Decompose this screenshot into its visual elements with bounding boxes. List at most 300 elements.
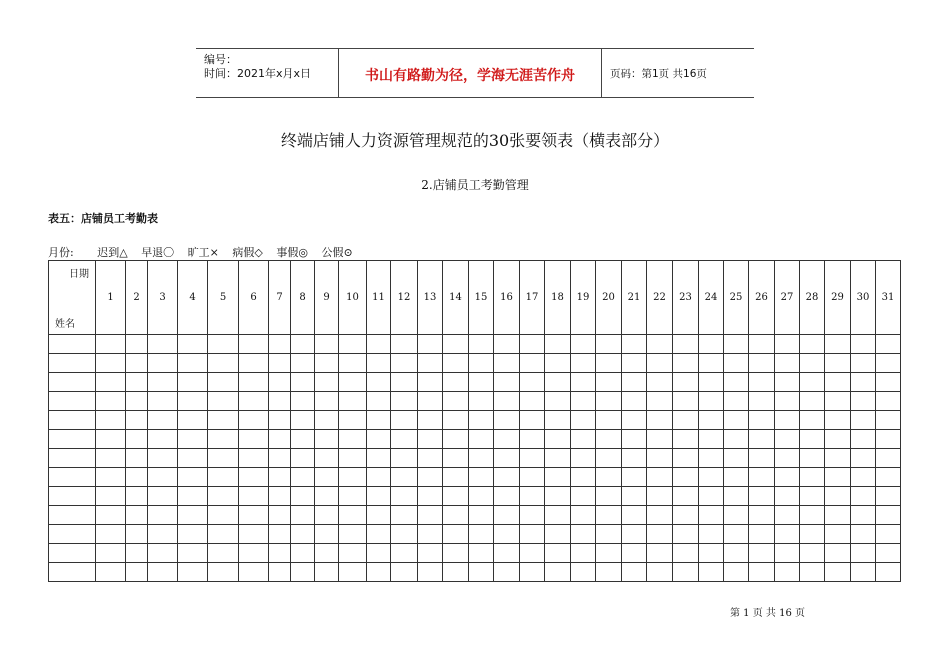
attendance-cell-day-12[interactable] <box>391 544 418 563</box>
attendance-cell-day-19[interactable] <box>571 411 596 430</box>
attendance-cell-day-20[interactable] <box>596 335 622 354</box>
attendance-cell-day-9[interactable] <box>315 430 339 449</box>
attendance-cell-day-26[interactable] <box>749 411 775 430</box>
attendance-cell-day-23[interactable] <box>673 430 699 449</box>
attendance-cell-day-1[interactable] <box>96 392 126 411</box>
attendance-cell-day-26[interactable] <box>749 525 775 544</box>
employee-name-cell[interactable] <box>49 468 96 487</box>
attendance-cell-day-6[interactable] <box>239 525 269 544</box>
attendance-cell-day-20[interactable] <box>596 468 622 487</box>
attendance-cell-day-21[interactable] <box>622 373 647 392</box>
attendance-cell-day-16[interactable] <box>494 449 520 468</box>
attendance-cell-day-2[interactable] <box>126 430 148 449</box>
attendance-cell-day-12[interactable] <box>391 430 418 449</box>
attendance-cell-day-4[interactable] <box>178 468 208 487</box>
attendance-cell-day-1[interactable] <box>96 544 126 563</box>
attendance-cell-day-11[interactable] <box>367 544 391 563</box>
attendance-cell-day-14[interactable] <box>443 563 469 582</box>
attendance-cell-day-1[interactable] <box>96 373 126 392</box>
attendance-cell-day-5[interactable] <box>208 392 239 411</box>
attendance-cell-day-31[interactable] <box>876 392 901 411</box>
attendance-cell-day-18[interactable] <box>545 506 571 525</box>
attendance-cell-day-21[interactable] <box>622 411 647 430</box>
attendance-cell-day-13[interactable] <box>418 354 443 373</box>
attendance-cell-day-4[interactable] <box>178 335 208 354</box>
attendance-cell-day-8[interactable] <box>291 468 315 487</box>
attendance-cell-day-18[interactable] <box>545 563 571 582</box>
attendance-cell-day-6[interactable] <box>239 487 269 506</box>
attendance-cell-day-4[interactable] <box>178 525 208 544</box>
attendance-cell-day-4[interactable] <box>178 373 208 392</box>
attendance-cell-day-1[interactable] <box>96 449 126 468</box>
employee-name-cell[interactable] <box>49 506 96 525</box>
attendance-cell-day-24[interactable] <box>699 487 724 506</box>
attendance-cell-day-12[interactable] <box>391 373 418 392</box>
attendance-cell-day-24[interactable] <box>699 392 724 411</box>
attendance-cell-day-18[interactable] <box>545 487 571 506</box>
attendance-cell-day-18[interactable] <box>545 430 571 449</box>
attendance-cell-day-3[interactable] <box>148 468 178 487</box>
attendance-cell-day-3[interactable] <box>148 430 178 449</box>
attendance-cell-day-1[interactable] <box>96 563 126 582</box>
attendance-cell-day-9[interactable] <box>315 563 339 582</box>
attendance-cell-day-15[interactable] <box>469 544 494 563</box>
attendance-cell-day-15[interactable] <box>469 563 494 582</box>
attendance-cell-day-26[interactable] <box>749 487 775 506</box>
attendance-cell-day-1[interactable] <box>96 430 126 449</box>
attendance-cell-day-11[interactable] <box>367 430 391 449</box>
attendance-cell-day-3[interactable] <box>148 392 178 411</box>
attendance-cell-day-27[interactable] <box>775 563 800 582</box>
attendance-cell-day-22[interactable] <box>647 411 673 430</box>
attendance-cell-day-20[interactable] <box>596 373 622 392</box>
attendance-cell-day-10[interactable] <box>339 373 367 392</box>
attendance-cell-day-8[interactable] <box>291 506 315 525</box>
attendance-cell-day-8[interactable] <box>291 354 315 373</box>
attendance-cell-day-13[interactable] <box>418 373 443 392</box>
attendance-cell-day-6[interactable] <box>239 335 269 354</box>
employee-name-cell[interactable] <box>49 544 96 563</box>
attendance-cell-day-4[interactable] <box>178 354 208 373</box>
attendance-cell-day-26[interactable] <box>749 468 775 487</box>
attendance-cell-day-12[interactable] <box>391 411 418 430</box>
attendance-cell-day-17[interactable] <box>520 468 545 487</box>
attendance-cell-day-7[interactable] <box>269 411 291 430</box>
attendance-cell-day-13[interactable] <box>418 411 443 430</box>
attendance-cell-day-4[interactable] <box>178 506 208 525</box>
attendance-cell-day-19[interactable] <box>571 354 596 373</box>
attendance-cell-day-25[interactable] <box>724 487 749 506</box>
attendance-cell-day-14[interactable] <box>443 392 469 411</box>
attendance-cell-day-22[interactable] <box>647 506 673 525</box>
attendance-cell-day-30[interactable] <box>851 506 876 525</box>
attendance-cell-day-19[interactable] <box>571 392 596 411</box>
attendance-cell-day-6[interactable] <box>239 563 269 582</box>
attendance-cell-day-26[interactable] <box>749 544 775 563</box>
attendance-cell-day-2[interactable] <box>126 449 148 468</box>
attendance-cell-day-13[interactable] <box>418 392 443 411</box>
attendance-cell-day-20[interactable] <box>596 411 622 430</box>
attendance-cell-day-13[interactable] <box>418 487 443 506</box>
attendance-cell-day-3[interactable] <box>148 506 178 525</box>
attendance-cell-day-15[interactable] <box>469 335 494 354</box>
attendance-cell-day-13[interactable] <box>418 335 443 354</box>
attendance-cell-day-19[interactable] <box>571 430 596 449</box>
attendance-cell-day-9[interactable] <box>315 354 339 373</box>
employee-name-cell[interactable] <box>49 335 96 354</box>
attendance-cell-day-12[interactable] <box>391 563 418 582</box>
attendance-cell-day-18[interactable] <box>545 411 571 430</box>
attendance-cell-day-3[interactable] <box>148 449 178 468</box>
attendance-cell-day-23[interactable] <box>673 468 699 487</box>
attendance-cell-day-24[interactable] <box>699 468 724 487</box>
attendance-cell-day-22[interactable] <box>647 354 673 373</box>
attendance-cell-day-20[interactable] <box>596 506 622 525</box>
attendance-cell-day-27[interactable] <box>775 487 800 506</box>
attendance-cell-day-30[interactable] <box>851 544 876 563</box>
attendance-cell-day-30[interactable] <box>851 373 876 392</box>
attendance-cell-day-24[interactable] <box>699 335 724 354</box>
attendance-cell-day-16[interactable] <box>494 335 520 354</box>
attendance-cell-day-20[interactable] <box>596 392 622 411</box>
attendance-cell-day-7[interactable] <box>269 392 291 411</box>
attendance-cell-day-1[interactable] <box>96 411 126 430</box>
attendance-cell-day-8[interactable] <box>291 411 315 430</box>
attendance-cell-day-2[interactable] <box>126 487 148 506</box>
attendance-cell-day-10[interactable] <box>339 392 367 411</box>
attendance-cell-day-17[interactable] <box>520 525 545 544</box>
attendance-cell-day-2[interactable] <box>126 563 148 582</box>
attendance-cell-day-23[interactable] <box>673 392 699 411</box>
attendance-cell-day-16[interactable] <box>494 430 520 449</box>
attendance-cell-day-1[interactable] <box>96 468 126 487</box>
attendance-cell-day-28[interactable] <box>800 335 825 354</box>
attendance-cell-day-7[interactable] <box>269 544 291 563</box>
attendance-cell-day-19[interactable] <box>571 335 596 354</box>
attendance-cell-day-7[interactable] <box>269 487 291 506</box>
attendance-cell-day-26[interactable] <box>749 354 775 373</box>
attendance-cell-day-23[interactable] <box>673 411 699 430</box>
attendance-cell-day-14[interactable] <box>443 430 469 449</box>
attendance-cell-day-7[interactable] <box>269 430 291 449</box>
attendance-cell-day-10[interactable] <box>339 468 367 487</box>
attendance-cell-day-30[interactable] <box>851 392 876 411</box>
attendance-cell-day-13[interactable] <box>418 468 443 487</box>
attendance-cell-day-25[interactable] <box>724 373 749 392</box>
attendance-cell-day-12[interactable] <box>391 506 418 525</box>
attendance-cell-day-31[interactable] <box>876 354 901 373</box>
employee-name-cell[interactable] <box>49 430 96 449</box>
attendance-cell-day-26[interactable] <box>749 373 775 392</box>
attendance-cell-day-17[interactable] <box>520 506 545 525</box>
attendance-cell-day-2[interactable] <box>126 411 148 430</box>
attendance-cell-day-28[interactable] <box>800 392 825 411</box>
attendance-cell-day-20[interactable] <box>596 487 622 506</box>
attendance-cell-day-17[interactable] <box>520 392 545 411</box>
attendance-cell-day-29[interactable] <box>825 392 851 411</box>
attendance-cell-day-16[interactable] <box>494 525 520 544</box>
attendance-cell-day-14[interactable] <box>443 449 469 468</box>
attendance-cell-day-15[interactable] <box>469 411 494 430</box>
attendance-cell-day-1[interactable] <box>96 335 126 354</box>
attendance-cell-day-22[interactable] <box>647 392 673 411</box>
attendance-cell-day-19[interactable] <box>571 506 596 525</box>
attendance-cell-day-27[interactable] <box>775 525 800 544</box>
attendance-cell-day-5[interactable] <box>208 525 239 544</box>
attendance-cell-day-12[interactable] <box>391 468 418 487</box>
attendance-cell-day-7[interactable] <box>269 373 291 392</box>
attendance-cell-day-4[interactable] <box>178 449 208 468</box>
attendance-cell-day-3[interactable] <box>148 544 178 563</box>
attendance-cell-day-16[interactable] <box>494 468 520 487</box>
attendance-cell-day-1[interactable] <box>96 525 126 544</box>
attendance-cell-day-10[interactable] <box>339 506 367 525</box>
attendance-cell-day-23[interactable] <box>673 373 699 392</box>
attendance-cell-day-9[interactable] <box>315 544 339 563</box>
attendance-cell-day-21[interactable] <box>622 506 647 525</box>
attendance-cell-day-18[interactable] <box>545 335 571 354</box>
attendance-cell-day-27[interactable] <box>775 449 800 468</box>
attendance-cell-day-20[interactable] <box>596 563 622 582</box>
attendance-cell-day-7[interactable] <box>269 563 291 582</box>
attendance-cell-day-26[interactable] <box>749 449 775 468</box>
attendance-cell-day-31[interactable] <box>876 487 901 506</box>
attendance-cell-day-22[interactable] <box>647 373 673 392</box>
attendance-cell-day-4[interactable] <box>178 563 208 582</box>
attendance-cell-day-6[interactable] <box>239 449 269 468</box>
attendance-cell-day-27[interactable] <box>775 335 800 354</box>
attendance-cell-day-16[interactable] <box>494 563 520 582</box>
attendance-cell-day-28[interactable] <box>800 411 825 430</box>
attendance-cell-day-23[interactable] <box>673 506 699 525</box>
attendance-cell-day-9[interactable] <box>315 525 339 544</box>
attendance-cell-day-29[interactable] <box>825 525 851 544</box>
attendance-cell-day-22[interactable] <box>647 563 673 582</box>
attendance-cell-day-9[interactable] <box>315 335 339 354</box>
attendance-cell-day-5[interactable] <box>208 563 239 582</box>
attendance-cell-day-10[interactable] <box>339 430 367 449</box>
attendance-cell-day-29[interactable] <box>825 430 851 449</box>
attendance-cell-day-11[interactable] <box>367 487 391 506</box>
attendance-cell-day-25[interactable] <box>724 563 749 582</box>
employee-name-cell[interactable] <box>49 373 96 392</box>
attendance-cell-day-5[interactable] <box>208 430 239 449</box>
attendance-cell-day-16[interactable] <box>494 392 520 411</box>
attendance-cell-day-10[interactable] <box>339 544 367 563</box>
attendance-cell-day-21[interactable] <box>622 430 647 449</box>
attendance-cell-day-27[interactable] <box>775 468 800 487</box>
attendance-cell-day-18[interactable] <box>545 525 571 544</box>
attendance-cell-day-29[interactable] <box>825 411 851 430</box>
attendance-cell-day-10[interactable] <box>339 563 367 582</box>
attendance-cell-day-14[interactable] <box>443 506 469 525</box>
attendance-cell-day-18[interactable] <box>545 544 571 563</box>
attendance-cell-day-8[interactable] <box>291 544 315 563</box>
attendance-cell-day-28[interactable] <box>800 506 825 525</box>
attendance-cell-day-9[interactable] <box>315 411 339 430</box>
attendance-cell-day-13[interactable] <box>418 506 443 525</box>
attendance-cell-day-19[interactable] <box>571 544 596 563</box>
attendance-cell-day-10[interactable] <box>339 335 367 354</box>
attendance-cell-day-14[interactable] <box>443 525 469 544</box>
attendance-cell-day-17[interactable] <box>520 373 545 392</box>
attendance-cell-day-11[interactable] <box>367 354 391 373</box>
attendance-cell-day-3[interactable] <box>148 563 178 582</box>
attendance-cell-day-29[interactable] <box>825 506 851 525</box>
attendance-cell-day-25[interactable] <box>724 335 749 354</box>
attendance-cell-day-9[interactable] <box>315 392 339 411</box>
attendance-cell-day-21[interactable] <box>622 354 647 373</box>
attendance-cell-day-28[interactable] <box>800 563 825 582</box>
attendance-cell-day-11[interactable] <box>367 563 391 582</box>
attendance-cell-day-12[interactable] <box>391 335 418 354</box>
attendance-cell-day-14[interactable] <box>443 487 469 506</box>
attendance-cell-day-25[interactable] <box>724 449 749 468</box>
attendance-cell-day-2[interactable] <box>126 506 148 525</box>
attendance-cell-day-16[interactable] <box>494 373 520 392</box>
attendance-cell-day-16[interactable] <box>494 487 520 506</box>
attendance-cell-day-25[interactable] <box>724 411 749 430</box>
attendance-cell-day-15[interactable] <box>469 506 494 525</box>
attendance-cell-day-27[interactable] <box>775 506 800 525</box>
attendance-cell-day-31[interactable] <box>876 563 901 582</box>
attendance-cell-day-23[interactable] <box>673 525 699 544</box>
attendance-cell-day-24[interactable] <box>699 506 724 525</box>
attendance-cell-day-3[interactable] <box>148 335 178 354</box>
attendance-cell-day-15[interactable] <box>469 354 494 373</box>
attendance-cell-day-15[interactable] <box>469 392 494 411</box>
attendance-cell-day-4[interactable] <box>178 487 208 506</box>
attendance-cell-day-27[interactable] <box>775 430 800 449</box>
attendance-cell-day-7[interactable] <box>269 335 291 354</box>
attendance-cell-day-28[interactable] <box>800 373 825 392</box>
attendance-cell-day-17[interactable] <box>520 335 545 354</box>
attendance-cell-day-24[interactable] <box>699 354 724 373</box>
attendance-cell-day-21[interactable] <box>622 487 647 506</box>
attendance-cell-day-26[interactable] <box>749 506 775 525</box>
attendance-cell-day-21[interactable] <box>622 525 647 544</box>
attendance-cell-day-22[interactable] <box>647 335 673 354</box>
attendance-cell-day-25[interactable] <box>724 430 749 449</box>
attendance-cell-day-9[interactable] <box>315 449 339 468</box>
attendance-cell-day-22[interactable] <box>647 487 673 506</box>
attendance-cell-day-29[interactable] <box>825 544 851 563</box>
attendance-cell-day-10[interactable] <box>339 411 367 430</box>
attendance-cell-day-5[interactable] <box>208 506 239 525</box>
attendance-cell-day-16[interactable] <box>494 506 520 525</box>
attendance-cell-day-17[interactable] <box>520 354 545 373</box>
attendance-cell-day-19[interactable] <box>571 525 596 544</box>
attendance-cell-day-13[interactable] <box>418 449 443 468</box>
attendance-cell-day-30[interactable] <box>851 411 876 430</box>
attendance-cell-day-11[interactable] <box>367 411 391 430</box>
employee-name-cell[interactable] <box>49 354 96 373</box>
attendance-cell-day-10[interactable] <box>339 449 367 468</box>
attendance-cell-day-5[interactable] <box>208 335 239 354</box>
attendance-cell-day-27[interactable] <box>775 373 800 392</box>
attendance-cell-day-19[interactable] <box>571 449 596 468</box>
attendance-cell-day-28[interactable] <box>800 354 825 373</box>
attendance-cell-day-25[interactable] <box>724 506 749 525</box>
attendance-cell-day-29[interactable] <box>825 354 851 373</box>
attendance-cell-day-2[interactable] <box>126 354 148 373</box>
attendance-cell-day-13[interactable] <box>418 430 443 449</box>
attendance-cell-day-8[interactable] <box>291 525 315 544</box>
attendance-cell-day-24[interactable] <box>699 563 724 582</box>
attendance-cell-day-8[interactable] <box>291 430 315 449</box>
attendance-cell-day-9[interactable] <box>315 487 339 506</box>
attendance-cell-day-5[interactable] <box>208 373 239 392</box>
attendance-cell-day-29[interactable] <box>825 487 851 506</box>
attendance-cell-day-8[interactable] <box>291 449 315 468</box>
attendance-cell-day-29[interactable] <box>825 468 851 487</box>
attendance-cell-day-25[interactable] <box>724 354 749 373</box>
attendance-cell-day-6[interactable] <box>239 506 269 525</box>
attendance-cell-day-2[interactable] <box>126 544 148 563</box>
attendance-cell-day-12[interactable] <box>391 525 418 544</box>
attendance-cell-day-28[interactable] <box>800 430 825 449</box>
attendance-cell-day-25[interactable] <box>724 392 749 411</box>
attendance-cell-day-21[interactable] <box>622 563 647 582</box>
attendance-cell-day-11[interactable] <box>367 449 391 468</box>
attendance-cell-day-27[interactable] <box>775 354 800 373</box>
attendance-cell-day-29[interactable] <box>825 563 851 582</box>
attendance-cell-day-12[interactable] <box>391 392 418 411</box>
attendance-cell-day-21[interactable] <box>622 468 647 487</box>
attendance-cell-day-15[interactable] <box>469 525 494 544</box>
attendance-cell-day-27[interactable] <box>775 544 800 563</box>
attendance-cell-day-10[interactable] <box>339 525 367 544</box>
attendance-cell-day-8[interactable] <box>291 373 315 392</box>
attendance-cell-day-19[interactable] <box>571 373 596 392</box>
attendance-cell-day-30[interactable] <box>851 449 876 468</box>
attendance-cell-day-20[interactable] <box>596 544 622 563</box>
attendance-cell-day-7[interactable] <box>269 525 291 544</box>
attendance-cell-day-15[interactable] <box>469 449 494 468</box>
attendance-cell-day-8[interactable] <box>291 563 315 582</box>
attendance-cell-day-31[interactable] <box>876 335 901 354</box>
attendance-cell-day-14[interactable] <box>443 335 469 354</box>
attendance-cell-day-22[interactable] <box>647 525 673 544</box>
employee-name-cell[interactable] <box>49 392 96 411</box>
attendance-cell-day-28[interactable] <box>800 544 825 563</box>
attendance-cell-day-30[interactable] <box>851 354 876 373</box>
attendance-cell-day-19[interactable] <box>571 563 596 582</box>
attendance-cell-day-27[interactable] <box>775 411 800 430</box>
attendance-cell-day-25[interactable] <box>724 525 749 544</box>
attendance-cell-day-31[interactable] <box>876 449 901 468</box>
attendance-cell-day-3[interactable] <box>148 411 178 430</box>
employee-name-cell[interactable] <box>49 411 96 430</box>
attendance-cell-day-28[interactable] <box>800 487 825 506</box>
attendance-cell-day-5[interactable] <box>208 449 239 468</box>
attendance-cell-day-23[interactable] <box>673 335 699 354</box>
attendance-cell-day-26[interactable] <box>749 563 775 582</box>
attendance-cell-day-17[interactable] <box>520 430 545 449</box>
attendance-cell-day-2[interactable] <box>126 335 148 354</box>
attendance-cell-day-12[interactable] <box>391 449 418 468</box>
attendance-cell-day-25[interactable] <box>724 468 749 487</box>
attendance-cell-day-2[interactable] <box>126 392 148 411</box>
attendance-cell-day-13[interactable] <box>418 544 443 563</box>
attendance-cell-day-3[interactable] <box>148 354 178 373</box>
attendance-cell-day-5[interactable] <box>208 468 239 487</box>
attendance-cell-day-20[interactable] <box>596 449 622 468</box>
attendance-cell-day-26[interactable] <box>749 392 775 411</box>
attendance-cell-day-9[interactable] <box>315 373 339 392</box>
attendance-cell-day-29[interactable] <box>825 335 851 354</box>
attendance-cell-day-24[interactable] <box>699 411 724 430</box>
